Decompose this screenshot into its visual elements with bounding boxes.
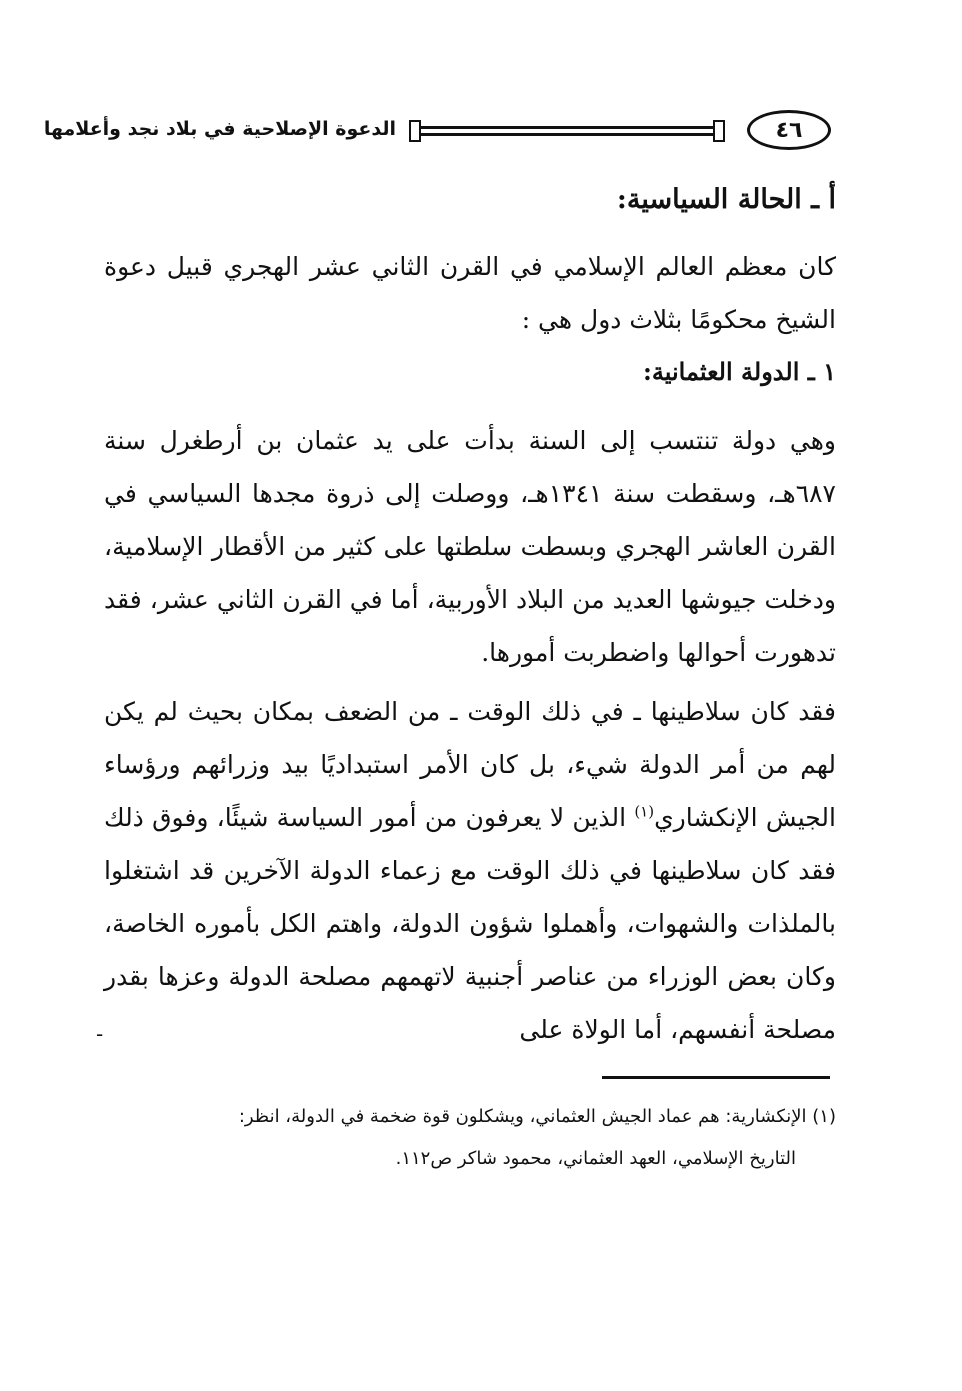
running-header: [43, 108, 831, 156]
footnote-line-2: التاريخ الإسلامي، العهد العثماني، محمود شاكر ص١١٢.: [395, 1148, 796, 1169]
ottoman-heading: ١ ـ الدولة العثمانية:: [643, 357, 836, 386]
main-text: [104, 180, 836, 1062]
footnote-line-1: (١) الإنكشارية: هم عماد الجيش العثماني، ويشكلون قوة ضخمة في الدولة، انظر:: [238, 1106, 836, 1127]
book-title: الدعوة الإصلاحية في بلاد نجد وأعلامها: [43, 118, 396, 140]
ottoman-paragraph-1: وهي دولة تنتسب إلى السنة بدأت على يد عثمان بن أرطغرل سنة ٦٨٧هـ، وسقطت سنة ١٣٤١هـ، ووصلت إلى ذروة مجدها السياسي في القرن العاشر الهجري وبسطت سلطتها على كثير من الأقطار الإسلامية، ودخلت جيوشها العديد من البلاد الأوربية، أما في القرن الثاني عشر، فقد تدهورت أحوالها واضطربت أمورها.: [104, 426, 836, 667]
header-rule: [417, 126, 715, 136]
header-rule-cap-left: [409, 120, 421, 142]
intro-paragraph: كان معظم العالم الإسلامي في القرن الثاني عشر الهجري قبيل دعوة الشيخ محكومًا بثلاث دول هي :: [104, 252, 836, 334]
ottoman-paragraph-2-part-a: فقد كان سلاطينها ـ في ذلك الوقت ـ من الضعف بمكان بحيث لم يكن لهم من أمر الدولة شيء، بل كان الأمر استبداديًا بيد وزرائهم ورؤساء الجيش الإنكشاري: [104, 697, 836, 832]
margin-mark: -: [96, 1022, 104, 1046]
page-number: ٤٦: [747, 110, 831, 150]
section-heading: أ ـ الحالة السياسية:: [616, 184, 836, 215]
ottoman-paragraph-2: [104, 685, 836, 1056]
footnote-separator: [602, 1076, 830, 1079]
footnote: [116, 1096, 836, 1180]
ottoman-paragraph-2-part-b: الذين لا يعرفون من أمور السياسة شيئًا، وفوق ذلك فقد كان سلاطينها في ذلك الوقت مع زعماء الدولة الآخرين قد اشتغلوا بالملذات والشهوات، وأهملوا شؤون الدولة، واهتم الكل بأموره الخاصة، وكان بعض الوزراء من عناصر أجنبية لاتهمهم مصلحة الدولة وعزها بقدر مصلحة أنفسهم، أما الولاة على: [104, 803, 836, 1044]
footnote-reference[interactable]: (١): [634, 802, 655, 821]
